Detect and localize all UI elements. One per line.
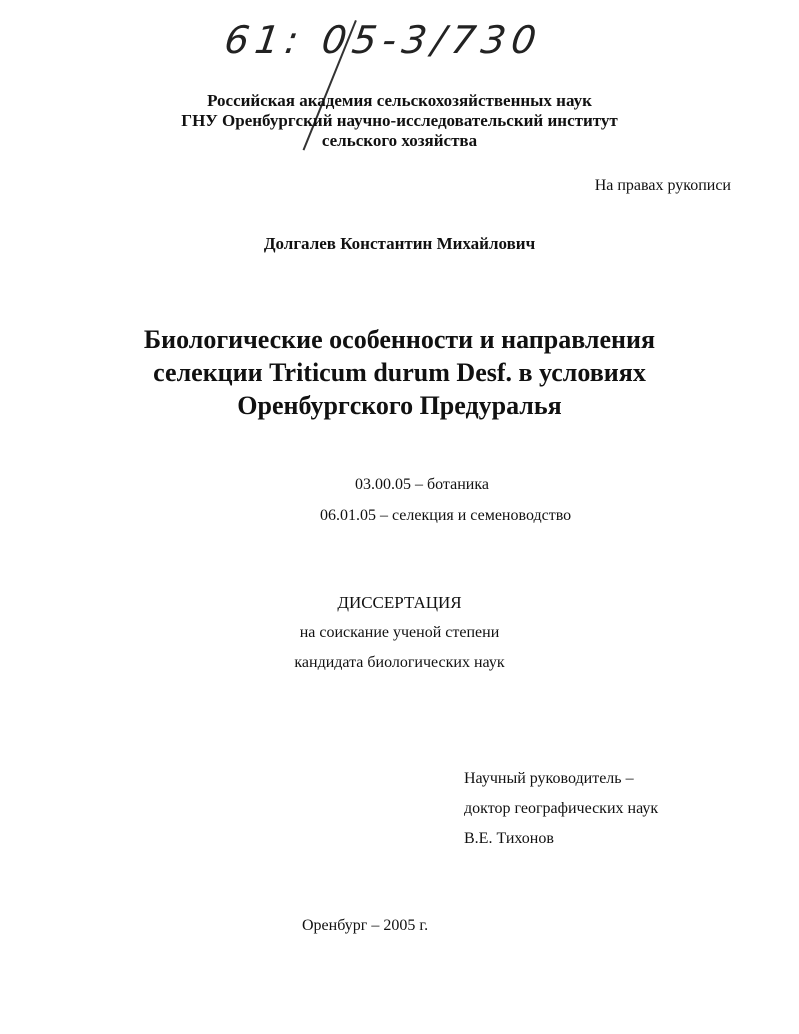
degree-line-2: кандидата биологических наук bbox=[294, 654, 505, 671]
author-name: Долгалев Константин Михайлович bbox=[263, 234, 536, 253]
specialty-2: 06.01.05 – селекция и семеноводство bbox=[320, 507, 572, 524]
specialty-1: 03.00.05 – ботаника bbox=[355, 476, 489, 493]
title-line-3: Оренбургского Предуралья bbox=[237, 391, 562, 420]
rights-note: На правах рукописи bbox=[594, 177, 731, 194]
title-line-2: селекции Triticum durum Desf. в условиях bbox=[153, 358, 646, 387]
supervisor-role: Научный руководитель – bbox=[464, 770, 634, 787]
institution-line-1: Российская академия сельскохозяйственных наук bbox=[207, 91, 592, 110]
degree-line-1: на соискание ученой степени bbox=[299, 624, 500, 641]
institution-line-3: сельского хозяйства bbox=[321, 131, 478, 150]
supervisor-name: В.Е. Тихонов bbox=[464, 830, 554, 847]
place-year: Оренбург – 2005 г. bbox=[302, 917, 429, 934]
supervisor-degree: доктор географических наук bbox=[464, 800, 659, 817]
title-line-1: Биологические особенности и направления bbox=[143, 325, 656, 354]
document-type: ДИССЕРТАЦИЯ bbox=[337, 593, 462, 612]
handwritten-catalog-code: 61: 05-3/730 bbox=[221, 18, 545, 62]
institution-line-2: ГНУ Оренбургский научно-исследовательский институт bbox=[181, 111, 618, 130]
